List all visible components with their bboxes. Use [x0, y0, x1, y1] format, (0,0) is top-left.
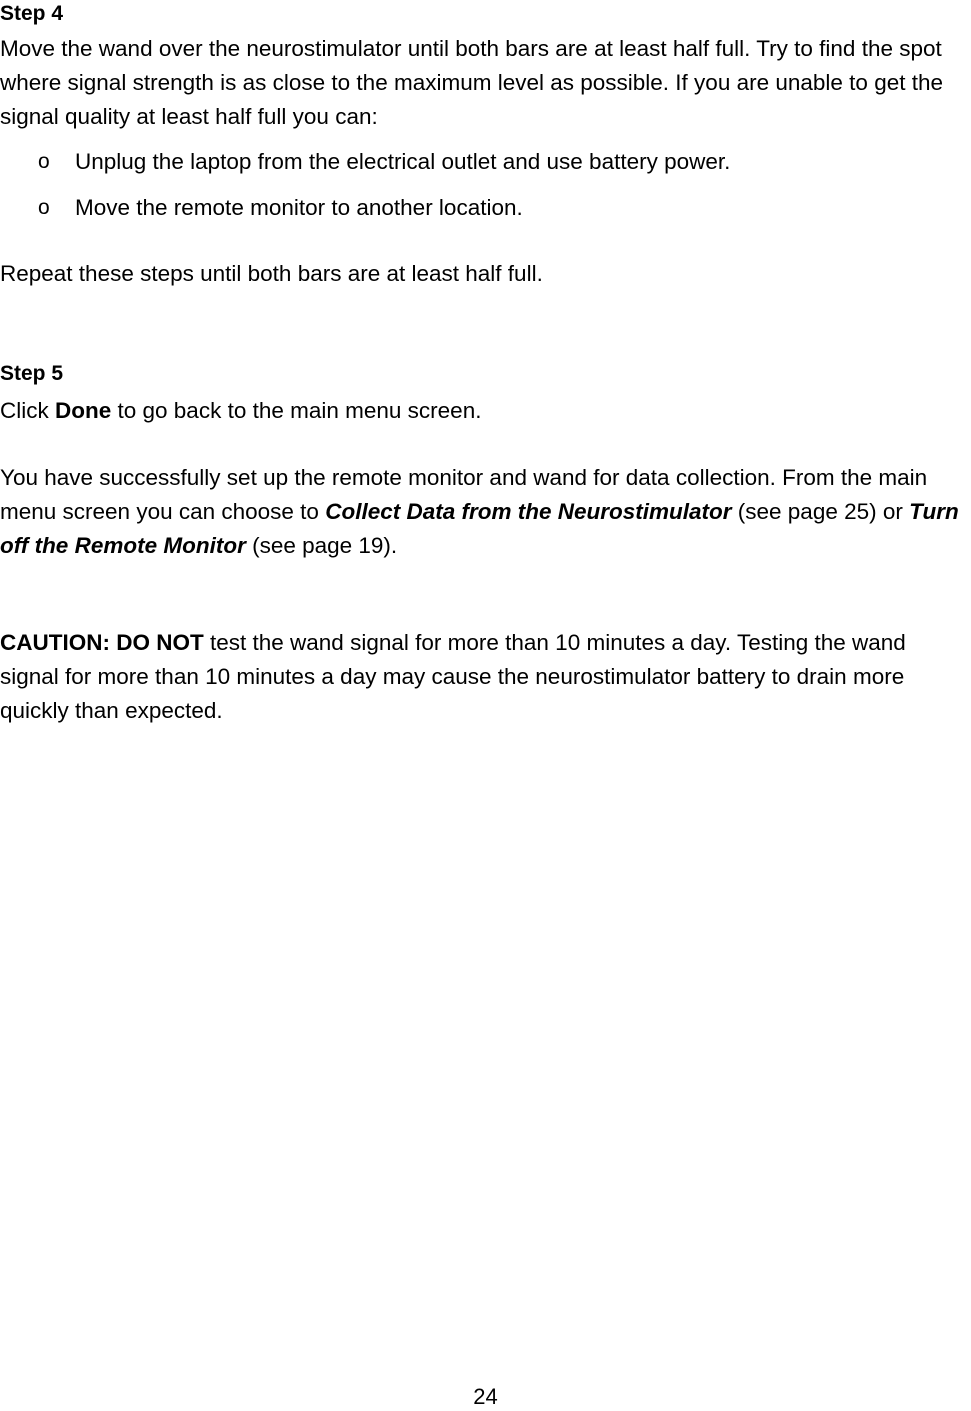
bullet-circle-icon: o [38, 196, 50, 219]
list-item [0, 191, 940, 237]
step-4-body: Move the wand over the neurostimulator until both bars are at least half full. Try to find the spot where signal strength is as close to the maximum level as possible. If you are unable to get the signal quality at least half full you can: [0, 36, 944, 129]
turn-off-monitor-reference: Turn off the Remote Monitor [0, 499, 959, 558]
bullet-circle-icon: o [38, 150, 50, 173]
caution-paragraph [0, 626, 968, 728]
step-4-bullet-list [0, 145, 940, 237]
bullet-text: Move the remote monitor to another location. [75, 195, 523, 220]
step-5-success-text [0, 461, 968, 563]
step-5-instruction [0, 394, 968, 428]
done-button-reference: Done [55, 398, 112, 423]
caution-text: test the wand signal for more than 10 minutes a day. Testing the wand signal for more than 10 minutes a day may cause the neurostimulator battery to drain more quickly than expected. [0, 630, 906, 723]
page-reference-text: (see page 19). [245, 533, 398, 558]
step-4-repeat-text: Repeat these steps until both bars are at least half full. [0, 261, 543, 286]
success-text: You have successfully set up the remote monitor and wand for data collection. From the main menu screen you can choose to [0, 465, 928, 524]
collect-data-reference: Collect Data from the Neurostimulator [325, 499, 732, 524]
step-4-heading: Step 4 [0, 2, 64, 25]
list-item [0, 145, 940, 191]
instruction-text: to go back to the main menu screen. [111, 398, 482, 423]
instruction-text: Click [0, 398, 55, 423]
page-reference-text: (see page 25) or [731, 499, 910, 524]
page-number: 24 [473, 1384, 498, 1409]
bullet-text: Unplug the laptop from the electrical outlet and use battery power. [75, 149, 731, 174]
caution-label: CAUTION: DO NOT [0, 630, 204, 655]
step-5-heading: Step 5 [0, 362, 64, 385]
